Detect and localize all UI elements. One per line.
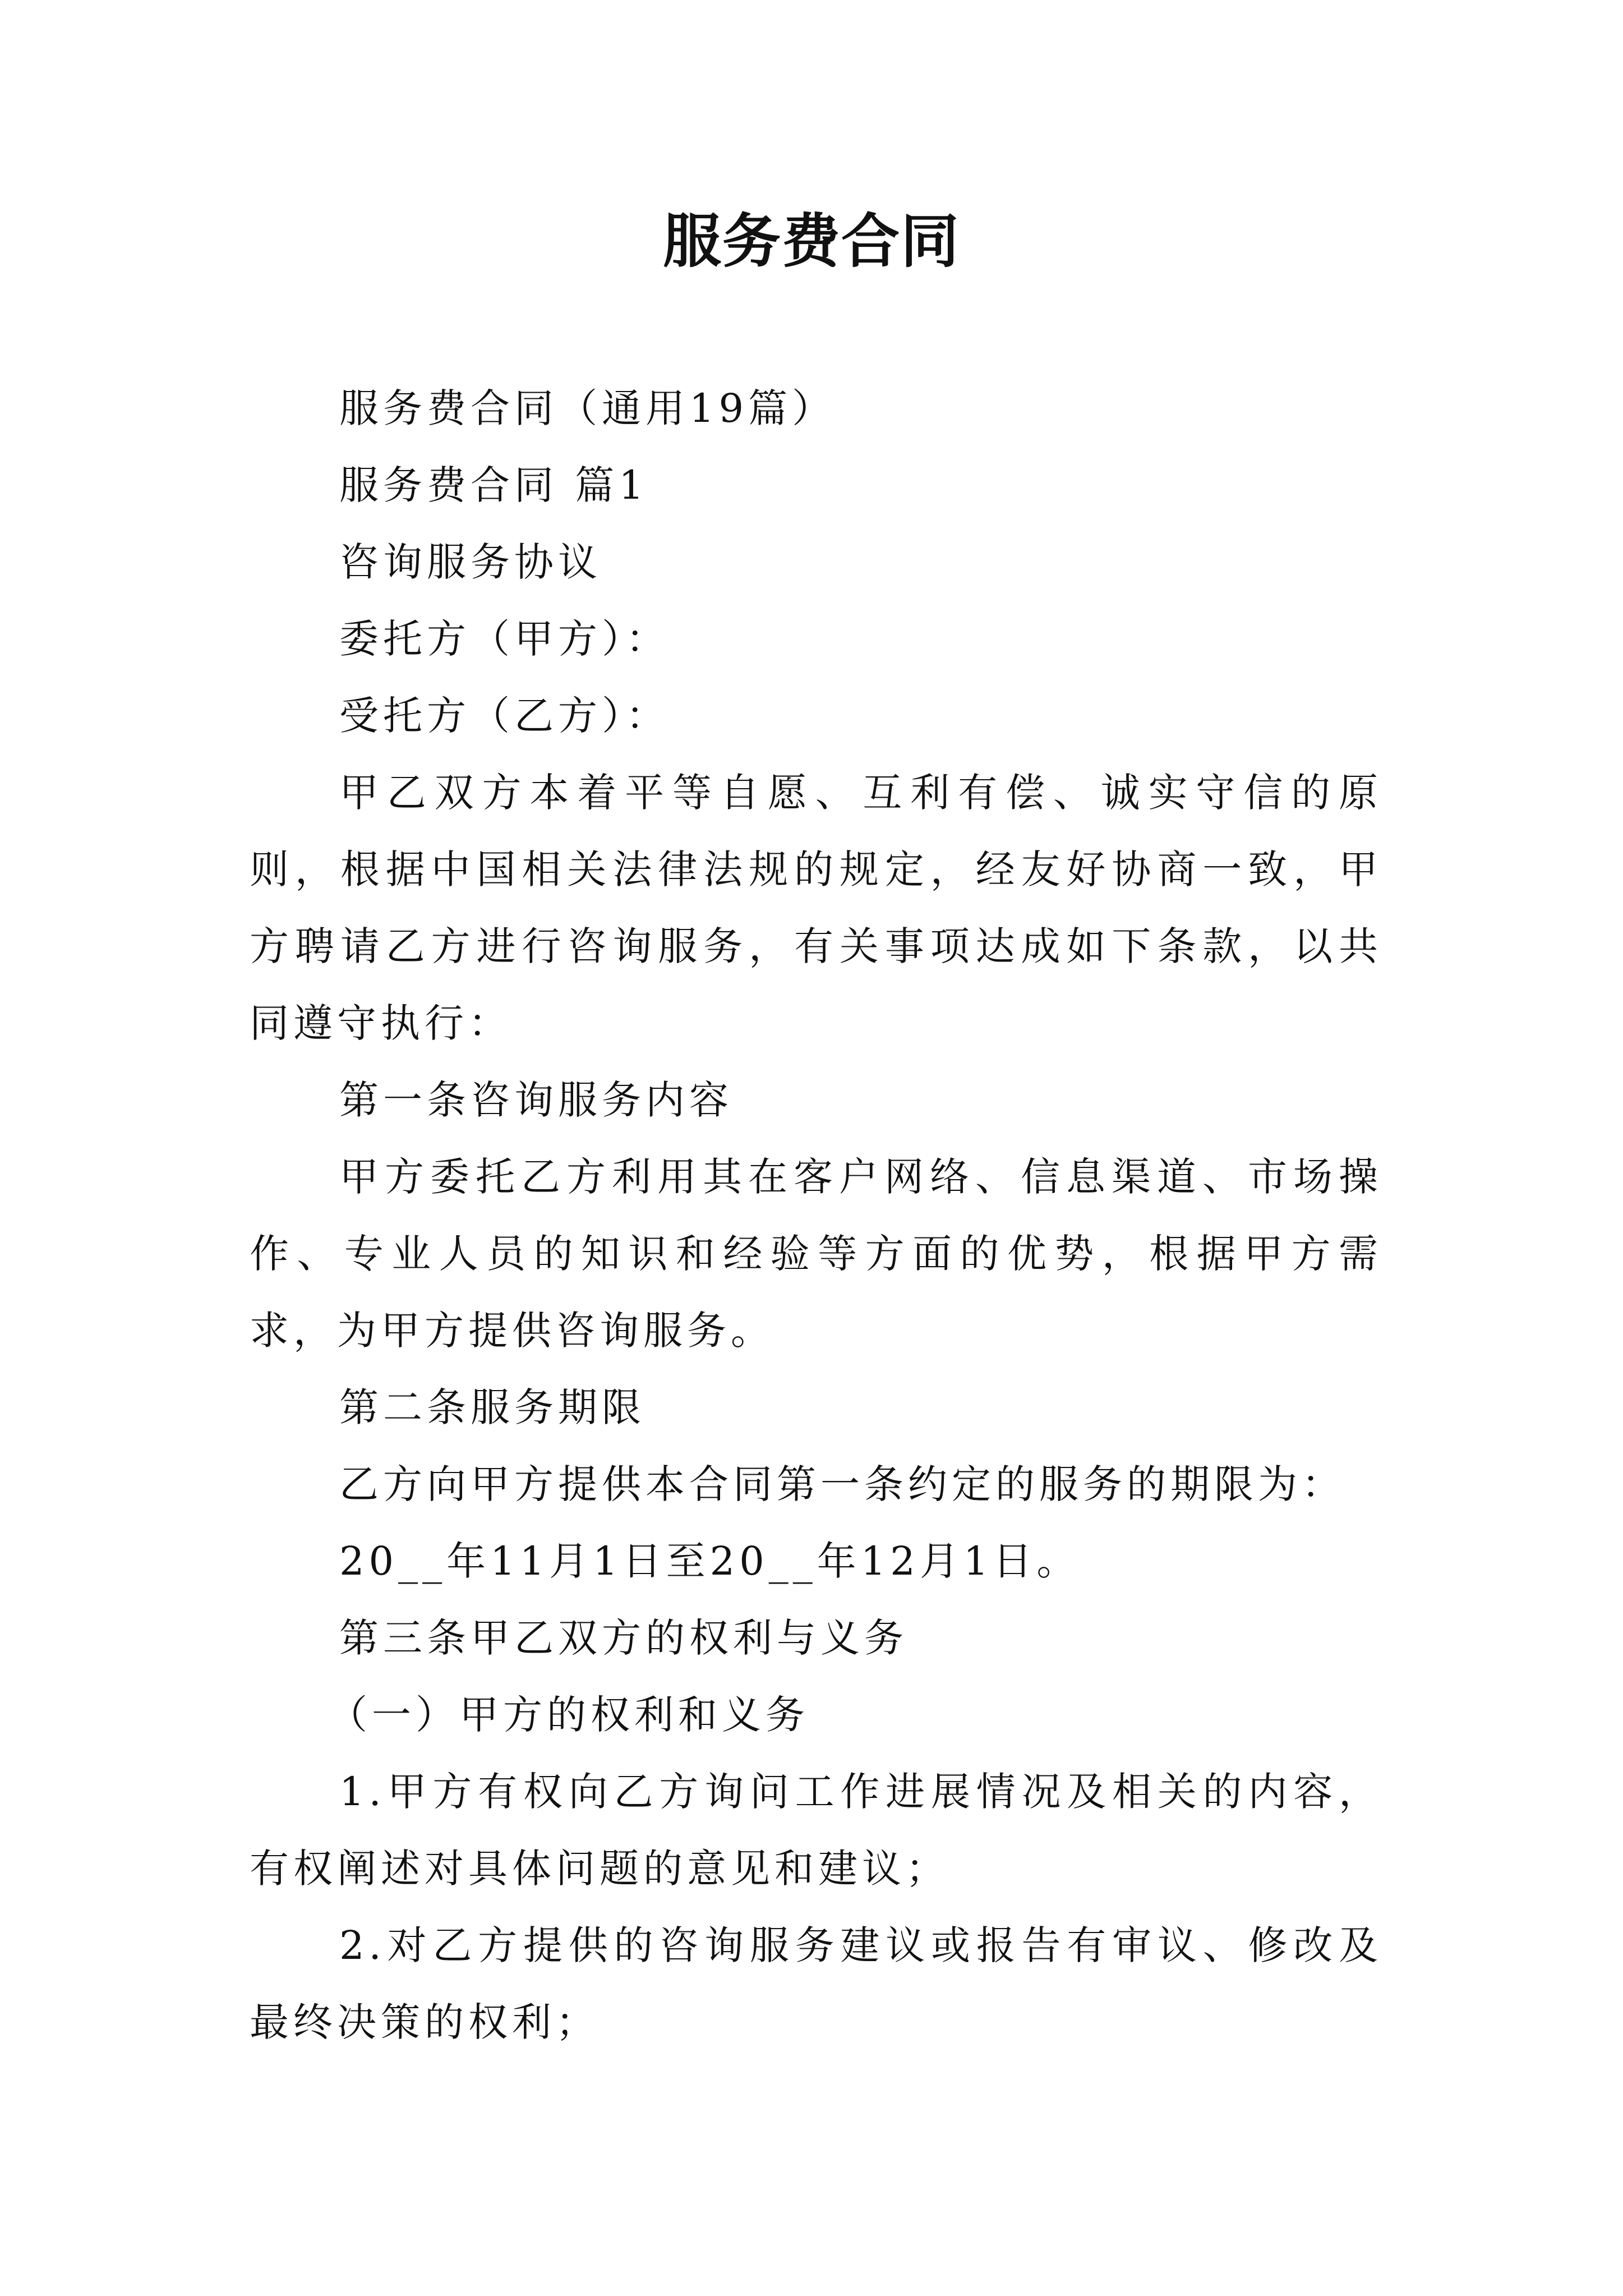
paragraph-party-a: 委托方（甲方）： (339, 616, 670, 662)
paragraph-article-2-heading: 第二条服务期限 (339, 1384, 645, 1430)
paragraph-service-period: 20__年11月1日至20__年12月1日。 (339, 1538, 1081, 1584)
paragraph-subtitle: 服务费合同（通用19篇） (339, 385, 836, 431)
paragraph-section-heading: 服务费合同 篇1 (339, 462, 648, 508)
document-body (250, 370, 1382, 2061)
paragraph-article-1-body: 甲方委托乙方利用其在客户网络、信息渠道、市场操作、专业人员的知识和经验等方面的优势，根据甲方需求，为甲方提供咨询服务。 (250, 1154, 1382, 1354)
paragraph-article-3-heading: 第三条甲乙双方的权利与义务 (339, 1615, 908, 1661)
paragraph-clause-2: 2.对乙方提供的咨询服务建议或报告有审议、修改及最终决策的权利； (250, 1922, 1382, 2045)
paragraph-clause-1: 1.甲方有权向乙方询问工作进展情况及相关的内容，有权阐述对具体问题的意见和建议； (250, 1769, 1382, 1892)
paragraph-article-1-heading: 第一条咨询服务内容 (339, 1077, 733, 1123)
paragraph-party-b: 受托方（乙方）： (339, 693, 670, 739)
paragraph-article-2-body: 乙方向甲方提供本合同第一条约定的服务的期限为： (339, 1461, 1345, 1507)
paragraph-agreement-name: 咨询服务协议 (339, 539, 602, 585)
document-title: 服务费合同 (662, 207, 960, 275)
paragraph-party-a-rights-heading: （一）甲方的权利和义务 (328, 1692, 809, 1738)
paragraph-preamble: 甲乙双方本着平等自愿、互利有偿、诚实守信的原则，根据中国相关法律法规的规定，经友好协商一致，甲方聘请乙方进行咨询服务，有关事项达成如下条款，以共同遵守执行： (250, 770, 1382, 1046)
